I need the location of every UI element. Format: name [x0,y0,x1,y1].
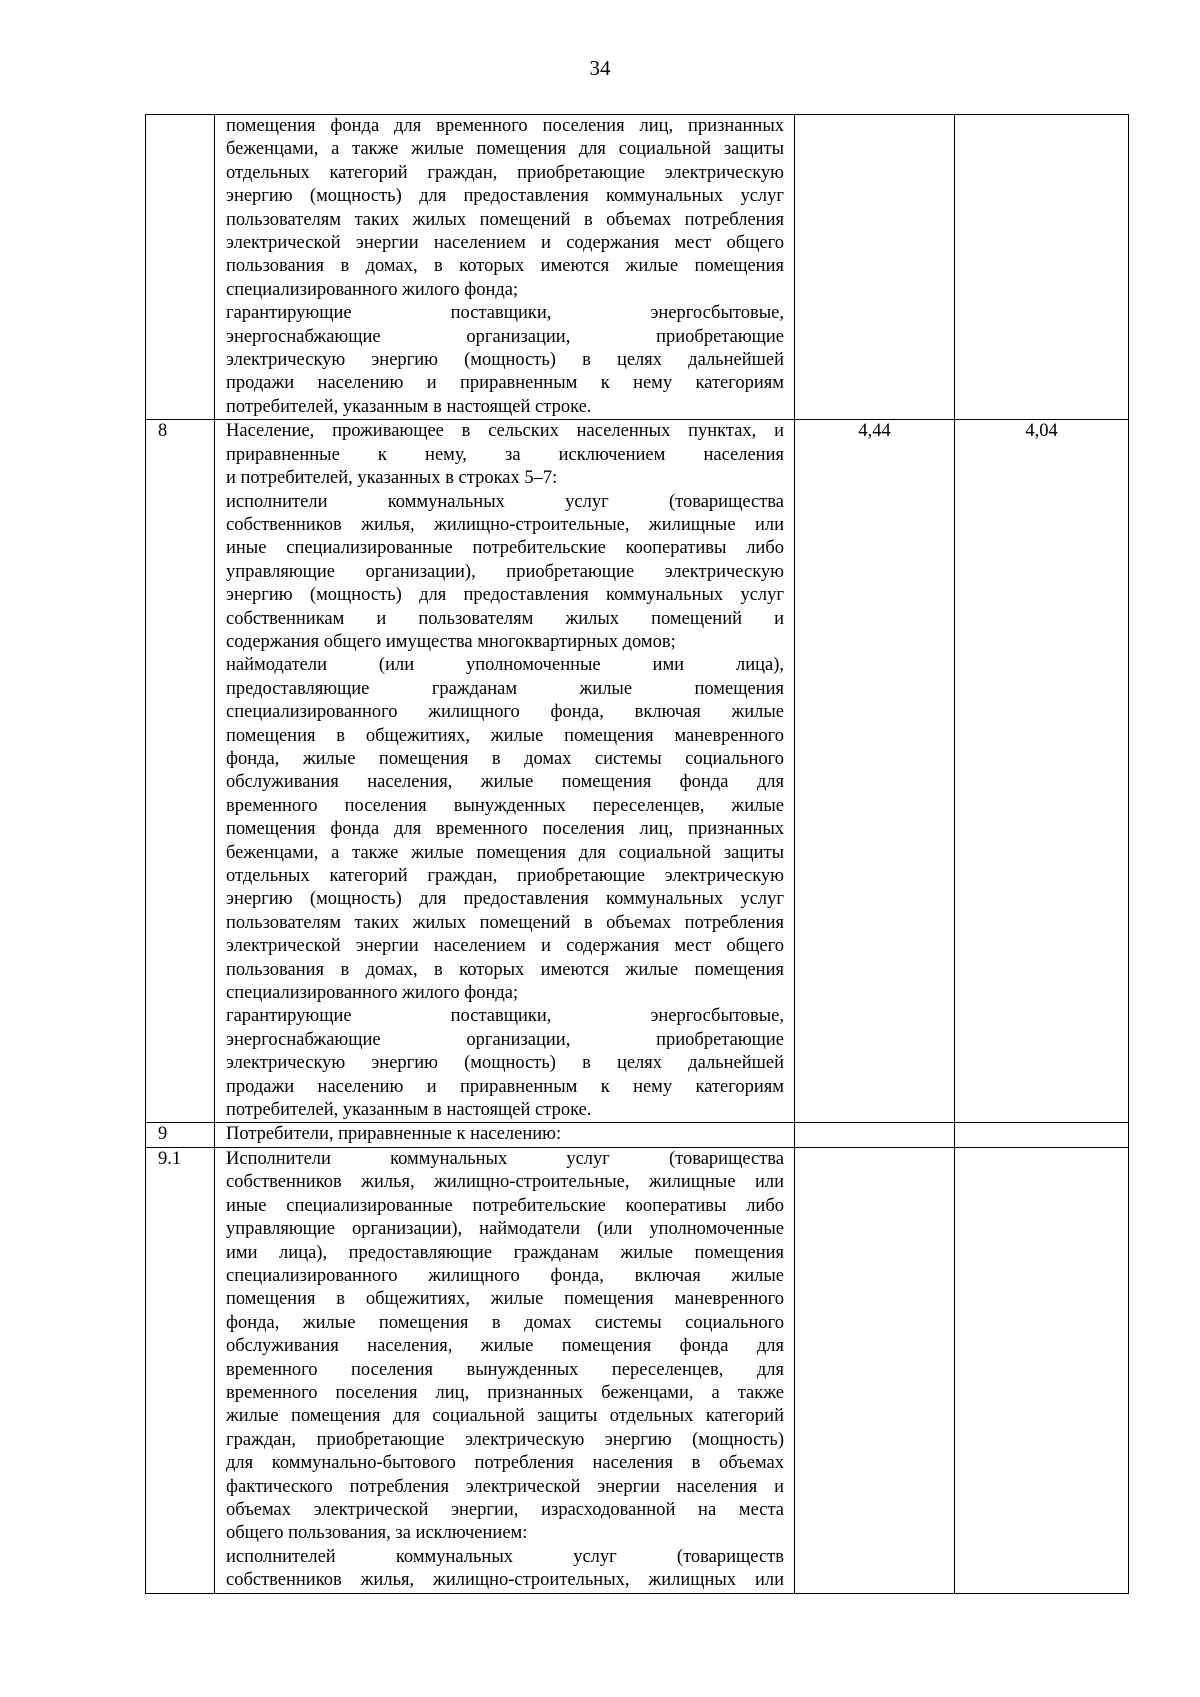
description-line: специализированного жилого фонда; [226,279,519,300]
row-number-cell: 9.1 [146,1147,215,1593]
description-line: предоставляющие гражданам жилые помещения [226,678,784,699]
description-line: энергоснабжающие организации, приобретающие [226,326,784,347]
description-line: энергию (мощность) для предоставления коммунальных услуг [226,889,784,910]
description-line: ими лица), предоставляющие гражданам жилые помещения [226,1242,784,1263]
tariff-table [145,114,1129,1594]
description-line: помещения фонда для временного поселения лиц, признанных [226,116,784,136]
row-number-cell [146,115,215,420]
description-line: электрическую энергию (мощность) в целях дальнейшей [226,350,784,371]
description-line: фактического потребления электрической энергии населения и [226,1476,784,1497]
table-body [146,115,1129,1594]
table-row [146,1147,1129,1593]
description-line: энергию (мощность) для предоставления коммунальных услуг [226,585,784,606]
description-line: собственников жилья, жилищно-строительные, жилищные или [226,1172,784,1193]
rate-value-2-cell [955,1147,1129,1593]
rate-value-2-cell: 4,04 [955,420,1129,1123]
description-line: иные специализированные потребительские кооперативы либо [226,1195,784,1216]
description-line: электрической энергии населением и содержания мест общего [226,936,784,957]
row-number-cell: 8 [146,420,215,1123]
description-line: помещения в общежитиях, жилые помещения маневренного [226,1289,784,1310]
description-line: электрической энергии населением и содержания мест общего [226,233,784,254]
rate-value-2-cell [955,1123,1129,1147]
description-line: помещения в общежитиях, жилые помещения маневренного [226,725,784,746]
description-line: гарантирующие поставщики, энергосбытовые, [226,1006,784,1027]
description-line: Потребители, приравненные к населению: [226,1124,562,1145]
description-line: временного поселения лиц, признанных беженцами, а также [226,1382,784,1403]
description-line: энергию (мощность) для предоставления коммунальных услуг [226,186,784,207]
description-line: потребителей, указанным в настоящей строке. [226,1100,592,1121]
description-line: специализированного жилого фонда; [226,983,519,1004]
description-line: пользователям таких жилых помещений в объемах потребления [226,209,784,230]
description-line: Население, проживающее в сельских населенных пунктах, и [226,421,784,442]
description-line: обслуживания населения, жилые помещения фонда для [226,1336,784,1357]
description-line: иные специализированные потребительские кооперативы либо [226,538,784,559]
description-line: продажи населению и приравненным к нему категориям [226,1076,784,1097]
description-line: собственников жилья, жилищно-строительных, жилищных или [226,1570,784,1591]
description-line: для коммунально-бытового потребления населения в объемах [226,1453,784,1474]
description-line: гарантирующие поставщики, энергосбытовые, [226,303,784,324]
description-line: электрическую энергию (мощность) в целях дальнейшей [226,1053,784,1074]
description-line: приравненные к нему, за исключением населения [226,444,784,465]
rate-value-1-cell [795,1147,955,1593]
description-line: собственникам и пользователям жилых помещений и [226,608,784,629]
description-line: временного поселения вынужденных переселенцев, жилые [226,795,784,816]
description-line: фонда, жилые помещения в домах системы социального [226,748,784,769]
description-line: помещения фонда для временного поселения лиц, признанных [226,819,784,840]
description-line: пользования в домах, в которых имеются жилые помещения [226,959,784,980]
description-line: временного поселения вынужденных переселенцев, для [226,1359,784,1380]
description-line: управляющие организации), приобретающие электрическую [226,561,784,582]
description-line: исполнителей коммунальных услуг (товариществ [226,1546,784,1567]
row-number-cell: 9 [146,1123,215,1147]
description-line: отдельных категорий граждан, приобретающие электрическую [226,162,784,183]
rate-value-1-cell [795,1123,955,1147]
description-line: общего пользования, за исключением: [226,1523,528,1544]
description-line: фонда, жилые помещения в домах системы социального [226,1312,784,1333]
rate-value-1-cell: 4,44 [795,420,955,1123]
description-line: специализированного жилищного фонда, включая жилые [226,1265,784,1286]
description-line: жилые помещения для социальной защиты отдельных категорий [226,1406,784,1427]
table-row [146,1123,1129,1147]
description-line: беженцами, а также жилые помещения для социальной защиты [226,842,784,863]
description-line: пользователям таких жилых помещений в объемах потребления [226,912,784,933]
description-line: продажи населению и приравненным к нему категориям [226,373,784,394]
description-line: собственников жилья, жилищно-строительные, жилищные или [226,514,784,535]
row-description-cell [215,1123,795,1147]
row-description-cell [215,420,795,1123]
table-row [146,420,1129,1123]
rate-value-1-cell [795,115,955,420]
description-line: граждан, приобретающие электрическую энергию (мощность) [226,1429,784,1450]
page-number: 34 [589,56,611,80]
row-description-cell [215,115,795,420]
description-line: объемах электрической энергии, израсходованной на места [226,1499,784,1520]
description-line: энергоснабжающие организации, приобретающие [226,1029,784,1050]
rate-value-2-cell [955,115,1129,420]
description-line: и потребителей, указанных в строках 5–7: [226,468,558,489]
table-row [146,115,1129,420]
description-line: беженцами, а также жилые помещения для социальной защиты [226,139,784,160]
description-line: обслуживания населения, жилые помещения фонда для [226,772,784,793]
description-line: пользования в домах, в которых имеются жилые помещения [226,256,784,277]
row-description-cell [215,1147,795,1593]
description-line: Исполнители коммунальных услуг (товарищества [226,1148,784,1169]
description-line: наймодатели (или уполномоченные ими лица), [226,655,784,676]
description-line: содержания общего имущества многоквартирных домов; [226,631,676,652]
description-line: отдельных категорий граждан, приобретающие электрическую [226,866,784,886]
description-line: специализированного жилищного фонда, включая жилые [226,702,784,723]
description-line: потребителей, указанным в настоящей строке. [226,396,592,417]
description-line: исполнители коммунальных услуг (товарищества [226,491,784,512]
description-line: управляющие организации), наймодатели (или уполномоченные [226,1219,784,1240]
